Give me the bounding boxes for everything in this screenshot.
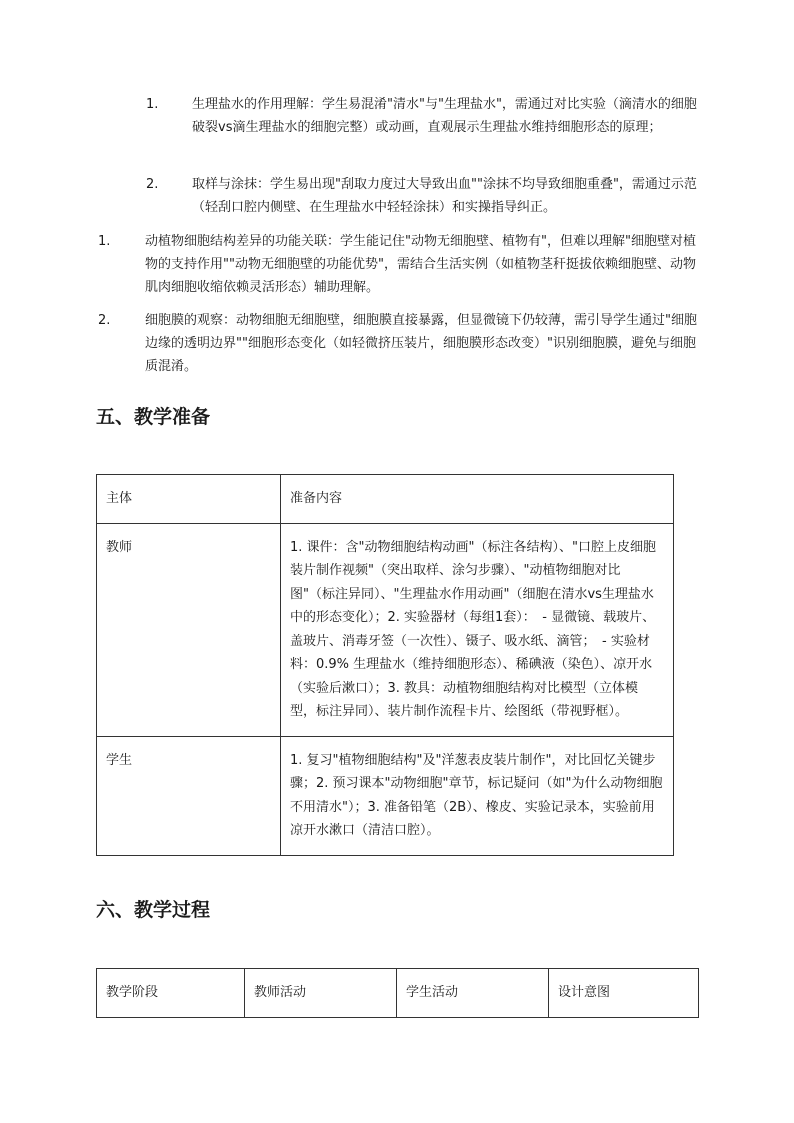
- table-cell-subject: 教师: [97, 523, 281, 736]
- difficulty-subitem: [146, 93, 701, 139]
- table-header-cell: 教学阶段: [97, 969, 245, 1018]
- difficulty-item: [98, 309, 701, 378]
- table-header-cell: 主体: [97, 475, 281, 524]
- table-cell-content: 1. 课件：含"动物细胞结构动画"（标注各结构）、"口腔上皮细胞装片制作视频"（突出取样、涂匀步骤）、"动植物细胞对比图"（标注异同）、"生理盐水作用动画"（细胞在清水vs生理盐水中的形态变化）；2. 实验器材（每组1套）： - 显微镜、载玻片、盖玻片、消毒牙签（一次性）、镊子、吸水纸、滴管； - 实验材料：0.9% 生理盐水（维持细胞形态）、稀碘液（染色）、凉开水（实验后漱口）；3. 教具：动植物细胞结构对比模型（立体模型，标注异同）、装片制作流程卡片、绘图纸（带视野框）。: [281, 523, 674, 736]
- process-table: [96, 968, 699, 1018]
- table-header-cell: 准备内容: [281, 475, 674, 524]
- difficulty-subitem: [146, 173, 701, 219]
- list-text: 细胞膜的观察：动物细胞无细胞壁，细胞膜直接暴露，但显微镜下仍较薄，需引导学生通过"细胞边缘的透明边界""细胞形态变化（如轻微挤压装片，细胞膜形态改变）"识别细胞膜，避免与细胞质混淆。: [145, 313, 697, 374]
- difficulty-item: [98, 230, 701, 299]
- table-header-cell: 设计意图: [549, 969, 699, 1018]
- list-text: 生理盐水的作用理解：学生易混淆"清水"与"生理盐水"，需通过对比实验（滴清水的细胞破裂vs滴生理盐水的细胞完整）或动画，直观展示生理盐水维持细胞形态的原理；: [192, 97, 697, 135]
- table-header-cell: 教师活动: [245, 969, 397, 1018]
- section-heading-teaching-preparation: 五、教学准备: [96, 406, 211, 428]
- table-row: [97, 736, 674, 855]
- list-number: 2.: [98, 313, 111, 328]
- table-row: [97, 523, 674, 736]
- table-header-row: [97, 475, 674, 524]
- list-text: 取样与涂抹：学生易出现"刮取力度过大导致出血""涂抹不均导致细胞重叠"，需通过示范（轻刮口腔内侧壁、在生理盐水中轻轻涂抹）和实操指导纠正。: [192, 177, 697, 215]
- table-header-row: [97, 969, 699, 1018]
- section-heading-teaching-process: 六、教学过程: [96, 899, 211, 921]
- list-number: 1.: [146, 97, 159, 112]
- table-cell-content: 1. 复习"植物细胞结构"及"洋葱表皮装片制作"，对比回忆关键步骤；2. 预习课本"动物细胞"章节，标记疑问（如"为什么动物细胞不用清水"）；3. 准备铅笔（2B）、橡皮、实验记录本，实验前用凉开水漱口（清洁口腔）。: [281, 736, 674, 855]
- table-header-cell: 学生活动: [397, 969, 549, 1018]
- list-number: 1.: [98, 234, 111, 249]
- list-number: 2.: [146, 177, 159, 192]
- table-cell-subject: 学生: [97, 736, 281, 855]
- preparation-table: [96, 474, 674, 856]
- list-text: 动植物细胞结构差异的功能关联：学生能记住"动物无细胞壁、植物有"，但难以理解"细胞壁对植物的支持作用""动物无细胞壁的功能优势"，需结合生活实例（如植物茎秆挺拔依赖细胞壁、动物肌肉细胞收缩依赖灵活形态）辅助理解。: [145, 234, 696, 295]
